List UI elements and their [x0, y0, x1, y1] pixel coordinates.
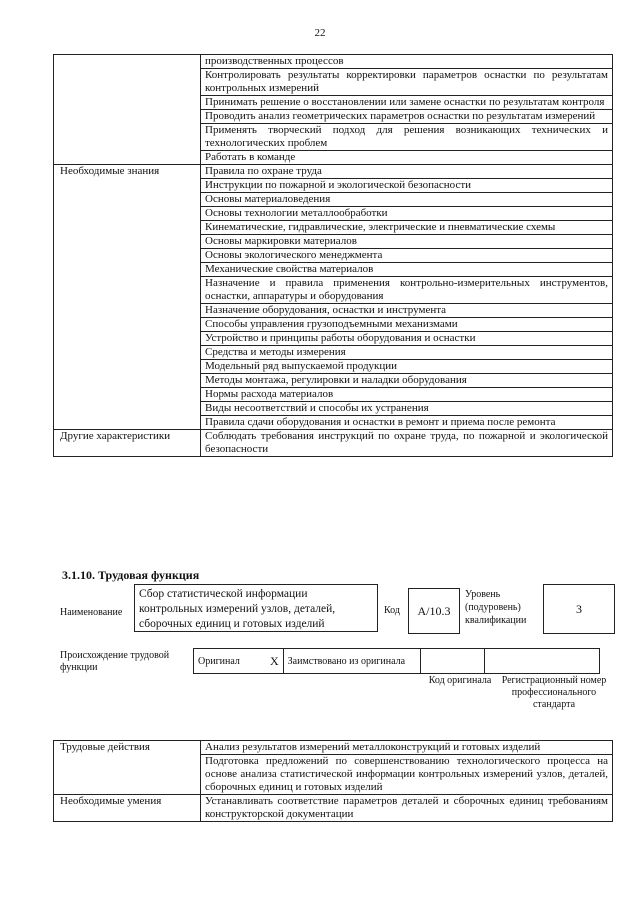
- row-text: Модельный ряд выпускаемой продукции: [201, 360, 613, 374]
- row-text: производственных процессов: [201, 55, 613, 69]
- level-value-box: 3: [543, 584, 615, 634]
- reg-number-caption: Регистрационный номер профессионального стандарта: [501, 675, 607, 710]
- row-text: Подготовка предложений по совершенствованию технологического процесса на основе анализа статистической информации контрольных измерений узлов, деталей, сборочных единиц и готовых изделий: [201, 755, 613, 795]
- row-text: Назначение оборудования, оснастки и инструмента: [201, 304, 613, 318]
- row-text: Применять творческий подход для решения возникающих технических и технологических проблем: [201, 124, 613, 151]
- row-label: [54, 55, 201, 165]
- row-label-actions: Трудовые действия: [54, 741, 201, 795]
- table-row: [54, 430, 613, 457]
- row-text: Инструкции по пожарной и экологической безопасности: [201, 179, 613, 193]
- row-text: Механические свойства материалов: [201, 263, 613, 277]
- row-text: Способы управления грузоподъемными механизмами: [201, 318, 613, 332]
- row-label-other: Другие характеристики: [54, 430, 201, 457]
- row-text: Устанавливать соответствие параметров деталей и сборочных единиц требованиям конструкторской документации: [201, 795, 613, 822]
- row-text: Средства и методы измерения: [201, 346, 613, 360]
- origin-table: [193, 648, 600, 674]
- name-value-box: Сбор статистической информации контрольных измерений узлов, деталей, сборочных единиц и готовых изделий: [134, 584, 378, 632]
- name-label: Наименование: [60, 607, 123, 618]
- row-text: Работать в команде: [201, 151, 613, 165]
- row-text: Проводить анализ геометрических параметров оснастки по результатам измерений: [201, 110, 613, 124]
- row-text: Соблюдать требования инструкций по охране труда, по пожарной и экологической безопасности: [201, 430, 613, 457]
- row-text: Основы технологии металлообработки: [201, 207, 613, 221]
- competency-table-1: [53, 54, 613, 457]
- row-label-skills: Необходимые умения: [54, 795, 201, 822]
- row-text: Нормы расхода материалов: [201, 388, 613, 402]
- row-text: Основы материаловедения: [201, 193, 613, 207]
- section-title: 3.1.10. Трудовая функция: [62, 568, 200, 582]
- row-text: Кинематические, гидравлические, электрические и пневматические схемы: [201, 221, 613, 235]
- row-text: Принимать решение о восстановлении или замене оснастки по результатам контроля: [201, 96, 613, 110]
- code-value-box: А/10.3: [408, 588, 460, 634]
- table-row: [54, 165, 613, 179]
- row-text: Виды несоответствий и способы их устранения: [201, 402, 613, 416]
- borrowed-label: Заимствовано из оригинала: [283, 649, 420, 674]
- page-number: 22: [314, 27, 326, 39]
- code-original-cell: [420, 649, 484, 674]
- row-text: Методы монтажа, регулировки и наладки оборудования: [201, 374, 613, 388]
- row-text: Правила сдачи оборудования и оснастки в ремонт и приема после ремонта: [201, 416, 613, 430]
- original-label: Оригинал: [194, 649, 267, 674]
- table-row: [54, 741, 613, 755]
- row-text: Назначение и правила применения контрольно-измерительных инструментов, оснастки, аппаратуры и оборудования: [201, 277, 613, 304]
- row-text: Устройство и принципы работы оборудования и оснастки: [201, 332, 613, 346]
- row-text: Основы экологического менеджмента: [201, 249, 613, 263]
- level-label: Уровень (подуровень) квалификации: [465, 589, 527, 626]
- code-original-caption: Код оригинала: [428, 675, 492, 686]
- origin-label: Происхождение трудовой функции: [60, 650, 170, 673]
- code-label: Код: [384, 605, 400, 616]
- original-mark: X: [266, 649, 283, 674]
- row-text: Основы маркировки материалов: [201, 235, 613, 249]
- row-text: Контролировать результаты корректировки параметров оснастки по результатам контрольных измерений: [201, 69, 613, 96]
- row-label-knowledge: Необходимые знания: [54, 165, 201, 430]
- reg-number-cell: [484, 649, 599, 674]
- table-row: [54, 55, 613, 69]
- table-row: [54, 795, 613, 822]
- competency-table-2: [53, 740, 613, 822]
- row-text: Правила по охране труда: [201, 165, 613, 179]
- row-text: Анализ результатов измерений металлоконструкций и готовых изделий: [201, 741, 613, 755]
